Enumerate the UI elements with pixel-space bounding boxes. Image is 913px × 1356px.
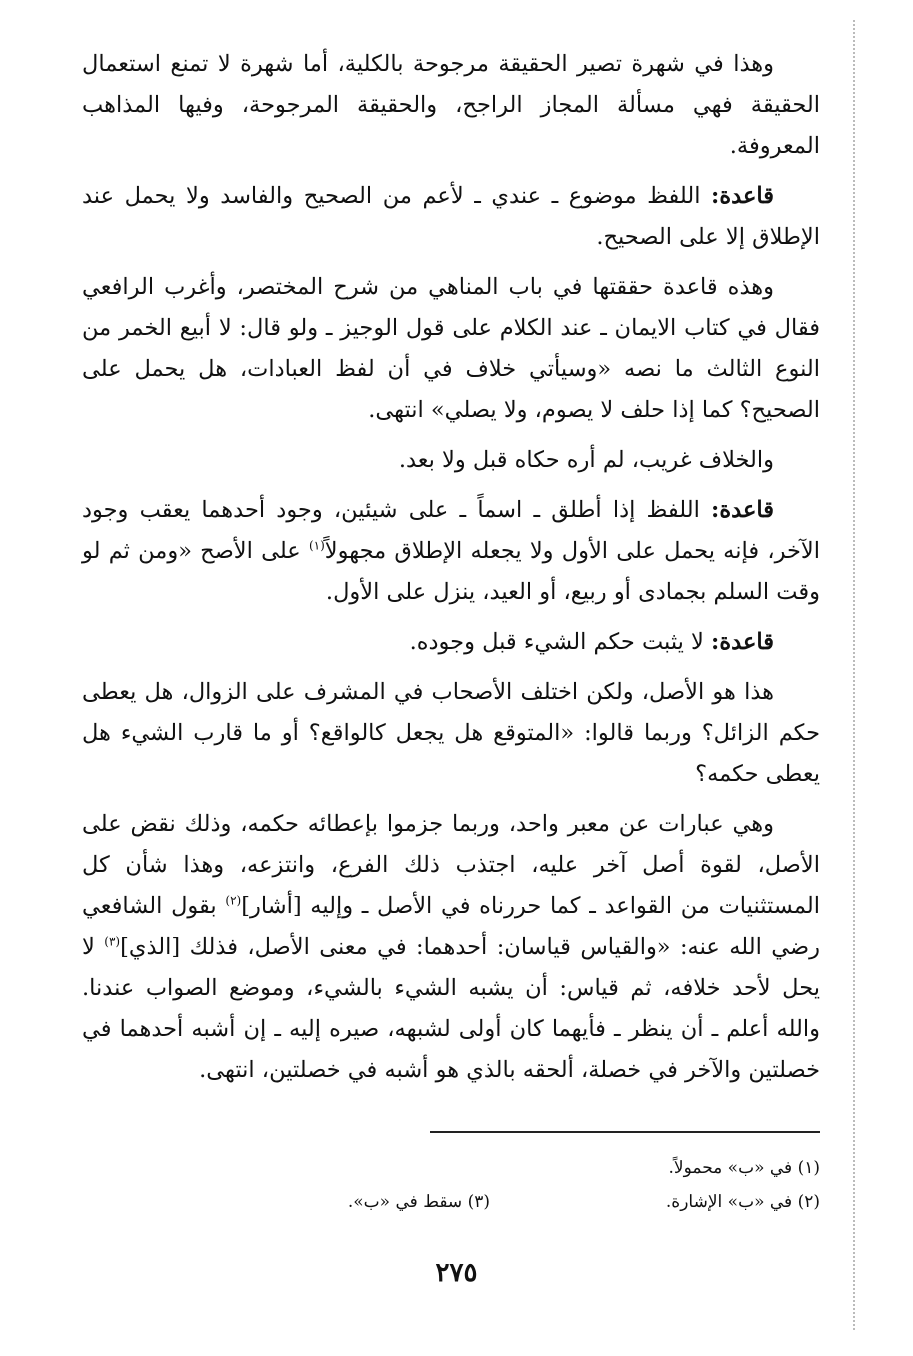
footnote-2: (٢) في «ب» الإشارة. (665, 1192, 820, 1212)
rule-heading: قاعدة: (711, 183, 774, 209)
footnote-marker-2[interactable]: (٢) (225, 893, 242, 908)
paragraph-1 (82, 44, 820, 167)
paragraph-text: اللفظ موضوع ـ عندي ـ لأعم من الصحيح والفاسد ولا يحمل عند الإطلاق إلا على الصحيح. (82, 183, 820, 250)
paragraph-8 (82, 804, 820, 1091)
paragraph-text: لا يثبت حكم الشيء قبل وجوده. (409, 629, 712, 655)
paragraph-text: لا يحل لأحد خلافه، ثم قياس: أن يشبه الشيء بالشيء، وموضع الصواب عندنا. والله أعلم ـ أن ينظر ـ فأيهما كان أولى لشبهه، صيره إليه ـ إن أشبه أحدهما في خصلتين والآخر في خصلة، ألحقه بالذي هو أشبه في خصلتين، انتهى. (82, 934, 820, 1083)
paragraph-text: بقول الشافعي رضي الله عنه: «والقياس قياسان: أحدهما: في معنى الأصل، فذلك [الذي] (82, 893, 820, 960)
paragraph-4 (82, 440, 820, 481)
rule-paragraph-2 (82, 490, 820, 613)
paragraph-3 (82, 267, 820, 431)
rule-heading: قاعدة: (711, 629, 774, 655)
paragraph-text: هذا هو الأصل، ولكن اختلف الأصحاب في المشرف على الزوال، هل يعطى حكم الزائل؟ وربما قالوا: «المتوقع هل يجعل كالواقع؟ أو ما قارب الشيء هل يعطى حكمه؟ (82, 679, 820, 787)
footnotes (82, 1151, 820, 1219)
footnote-marker-3[interactable]: (٣) (104, 934, 121, 949)
paragraph-7 (82, 672, 820, 795)
paragraph-text: وهذا في شهرة تصير الحقيقة مرجوحة بالكلية، أما شهرة لا تمنع استعمال الحقيقة فهي مسألة المجاز الراجح، والحقيقة المرجوحة، وفيها المذاهب المعروفة. (82, 51, 820, 159)
rule-heading: قاعدة: (711, 497, 774, 523)
paragraph-text: على الأصح «ومن ثم لو وقت السلم بجمادى أو ربيع، أو العيد، ينزل على الأول. (82, 538, 820, 605)
footnote-marker-1[interactable]: (١) (308, 538, 325, 553)
page-body (82, 44, 820, 1100)
footnote-row (82, 1185, 820, 1219)
rule-paragraph-3 (82, 622, 820, 663)
paragraph-text: والخلاف غريب، لم أره حكاه قبل ولا بعد. (398, 447, 774, 473)
rule-paragraph-1 (82, 176, 820, 258)
paragraph-text: وهي عبارات عن معبر واحد، وربما جزموا بإعطائه حكمه، وذلك نقض على الأصل، لقوة أصل آخر عليه، اجتذب ذلك الفرع، وانتزعه، وهذا شأن كل المستثنيات من القواعد ـ كما حررناه في الأصل ـ وإليه [أشار] (82, 811, 820, 919)
paragraph-text: اللفظ إذا أطلق ـ اسماً ـ على شيئين، وجود أحدهما يعقب وجود الآخر، فإنه يحمل على الأول ولا يجعله الإطلاق مجهولاً (82, 497, 820, 564)
page-number: ٢٧٥ (435, 1258, 478, 1288)
paragraph-text: وهذه قاعدة حققتها في باب المناهي من شرح المختصر، وأغرب الرافعي فقال في كتاب الايمان ـ عند الكلام على قول الوجيز ـ ولو قال: لا أبيع الخمر من النوع الثالث ما نصه «وسيأتي خلاف في أن لفظ العبادات، هل يحمل على الصحيح؟ كما إذا حلف لا يصوم، ولا يصلي» انتهى. (82, 274, 820, 423)
footnote-divider (430, 1131, 820, 1133)
margin-guide (851, 20, 855, 1330)
footnote-row (82, 1151, 820, 1185)
footnote-1: (١) في «ب» محمولاً. (668, 1158, 820, 1178)
footnote-3: (٣) سقط في «ب». (347, 1192, 490, 1212)
